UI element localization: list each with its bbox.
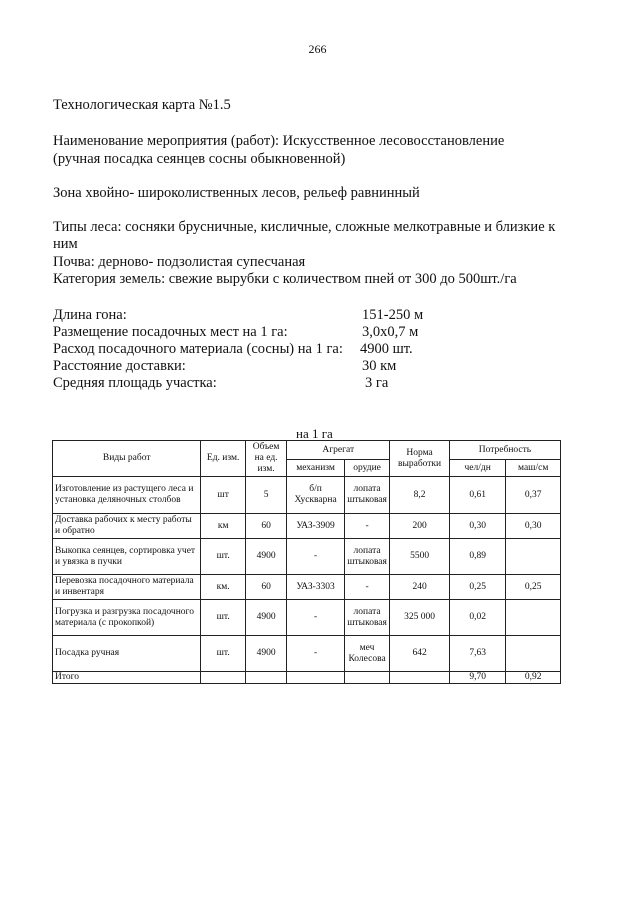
land-category-line: Категория земель: свежие вырубки с количеством пней от 300 до 500шт./га: [53, 271, 517, 287]
param-label-material-consumption: Расход посадочного материала (сосны) на 1 га:: [53, 341, 343, 357]
cell-total-machine-shifts: 0,92: [506, 672, 561, 684]
cell-norm: 325 000: [390, 600, 450, 636]
cell-machine-shifts: 0,30: [506, 514, 561, 539]
cell-person-days: 0,61: [449, 477, 506, 514]
cell-tool: лопата штыковая: [344, 600, 389, 636]
header-volume: Объем на ед. изм.: [245, 441, 286, 477]
header-tool: орудие: [344, 460, 389, 477]
cell-volume: 4900: [245, 539, 286, 575]
param-value-delivery-distance: 30 км: [362, 358, 397, 374]
param-value-spacing: 3,0х0,7 м: [362, 324, 419, 340]
cell-norm: 200: [390, 514, 450, 539]
cell-norm: 5500: [390, 539, 450, 575]
cell-tool: лопата штыковая: [344, 539, 389, 575]
param-label-spacing: Размещение посадочных мест на 1 га:: [53, 324, 288, 340]
cell-mechanism: -: [287, 600, 345, 636]
table-row: [53, 477, 561, 514]
cell-norm: 642: [390, 636, 450, 672]
cell-machine-shifts: [506, 636, 561, 672]
header-norm: Норма выработки: [390, 441, 450, 477]
cell-volume: 4900: [245, 600, 286, 636]
cell-tool: лопата штыковая: [344, 477, 389, 514]
cell-unit: шт.: [201, 539, 245, 575]
cell-machine-shifts: [506, 600, 561, 636]
activity-name-line-2: (ручная посадка сеянцев сосны обыкновенной): [53, 151, 346, 167]
param-value-material-consumption: 4900 шт.: [360, 341, 413, 357]
cell-machine-shifts: 0,25: [506, 575, 561, 600]
cell-work: Погрузка и разгрузка посадочного материала (с прокопкой): [53, 600, 201, 636]
cell-machine-shifts: [506, 539, 561, 575]
cell-empty: [344, 672, 389, 684]
header-aggregate: Агрегат: [287, 441, 390, 460]
cell-mechanism: УАЗ-3909: [287, 514, 345, 539]
header-person-days: чел/дн: [449, 460, 506, 477]
param-label-plot-area: Средняя площадь участка:: [53, 375, 217, 391]
cell-work: Перевозка посадочного материала и инвентаря: [53, 575, 201, 600]
cell-person-days: 7,63: [449, 636, 506, 672]
card-title: Технологическая карта №1.5: [53, 97, 231, 113]
cell-empty: [201, 672, 245, 684]
cell-norm: 240: [390, 575, 450, 600]
cell-mechanism: УАЗ-3303: [287, 575, 345, 600]
cell-volume: 4900: [245, 636, 286, 672]
param-label-run-length: Длина гона:: [53, 307, 127, 323]
cell-work: Изготовление из растущего леса и установка деляночных столбов: [53, 477, 201, 514]
cell-mechanism: -: [287, 539, 345, 575]
cell-person-days: 0,89: [449, 539, 506, 575]
cell-machine-shifts: 0,37: [506, 477, 561, 514]
cell-mechanism: -: [287, 636, 345, 672]
table-caption: на 1 га: [296, 426, 333, 441]
header-mechanism: механизм: [287, 460, 345, 477]
cell-person-days: 0,30: [449, 514, 506, 539]
cell-mechanism: б/п Хускварна: [287, 477, 345, 514]
soil-line: Почва: дерново- подзолистая супесчаная: [53, 254, 306, 270]
cell-tool: -: [344, 575, 389, 600]
table-row: [53, 636, 561, 672]
forest-types-line-1: Типы леса: сосняки брусничные, кисличные, сложные мелкотравные и близкие к: [53, 219, 556, 235]
zone-line: Зона хвойно- широколиственных лесов, рельеф равнинный: [53, 185, 420, 201]
activity-name-line-1: Наименование мероприятия (работ): Искусственное лесовосстановление: [53, 133, 505, 149]
header-need: Потребность: [449, 441, 560, 460]
cell-tool: -: [344, 514, 389, 539]
cell-empty: [287, 672, 345, 684]
cell-unit: шт.: [201, 600, 245, 636]
table-header-row: [53, 441, 561, 460]
cell-total-person-days: 9,70: [449, 672, 506, 684]
param-value-plot-area: 3 га: [365, 375, 389, 391]
cell-person-days: 0,25: [449, 575, 506, 600]
cell-unit: шт: [201, 477, 245, 514]
table-row: [53, 600, 561, 636]
header-work-types: Виды работ: [53, 441, 201, 477]
cell-norm: 8,2: [390, 477, 450, 514]
cell-work: Доставка рабочих к месту работы и обратно: [53, 514, 201, 539]
cell-volume: 5: [245, 477, 286, 514]
table-total-row: [53, 672, 561, 684]
table-row: [53, 514, 561, 539]
param-label-delivery-distance: Расстояние доставки:: [53, 358, 186, 374]
works-table: [52, 440, 561, 684]
cell-empty: [390, 672, 450, 684]
cell-unit: км: [201, 514, 245, 539]
header-unit: Ед. изм.: [201, 441, 245, 477]
table-row: [53, 539, 561, 575]
cell-total-label: Итого: [53, 672, 201, 684]
cell-work: Выкопка сеянцев, сортировка учет и увязка в пучки: [53, 539, 201, 575]
cell-person-days: 0,02: [449, 600, 506, 636]
param-value-run-length: 151-250 м: [362, 307, 424, 323]
table-row: [53, 575, 561, 600]
cell-volume: 60: [245, 514, 286, 539]
page-number: 266: [308, 42, 327, 56]
cell-unit: км.: [201, 575, 245, 600]
cell-tool: меч Колесова: [344, 636, 389, 672]
header-machine-shifts: маш/см: [506, 460, 561, 477]
forest-types-line-2: ним: [53, 236, 78, 252]
cell-unit: шт.: [201, 636, 245, 672]
cell-empty: [245, 672, 286, 684]
cell-work: Посадка ручная: [53, 636, 201, 672]
cell-volume: 60: [245, 575, 286, 600]
